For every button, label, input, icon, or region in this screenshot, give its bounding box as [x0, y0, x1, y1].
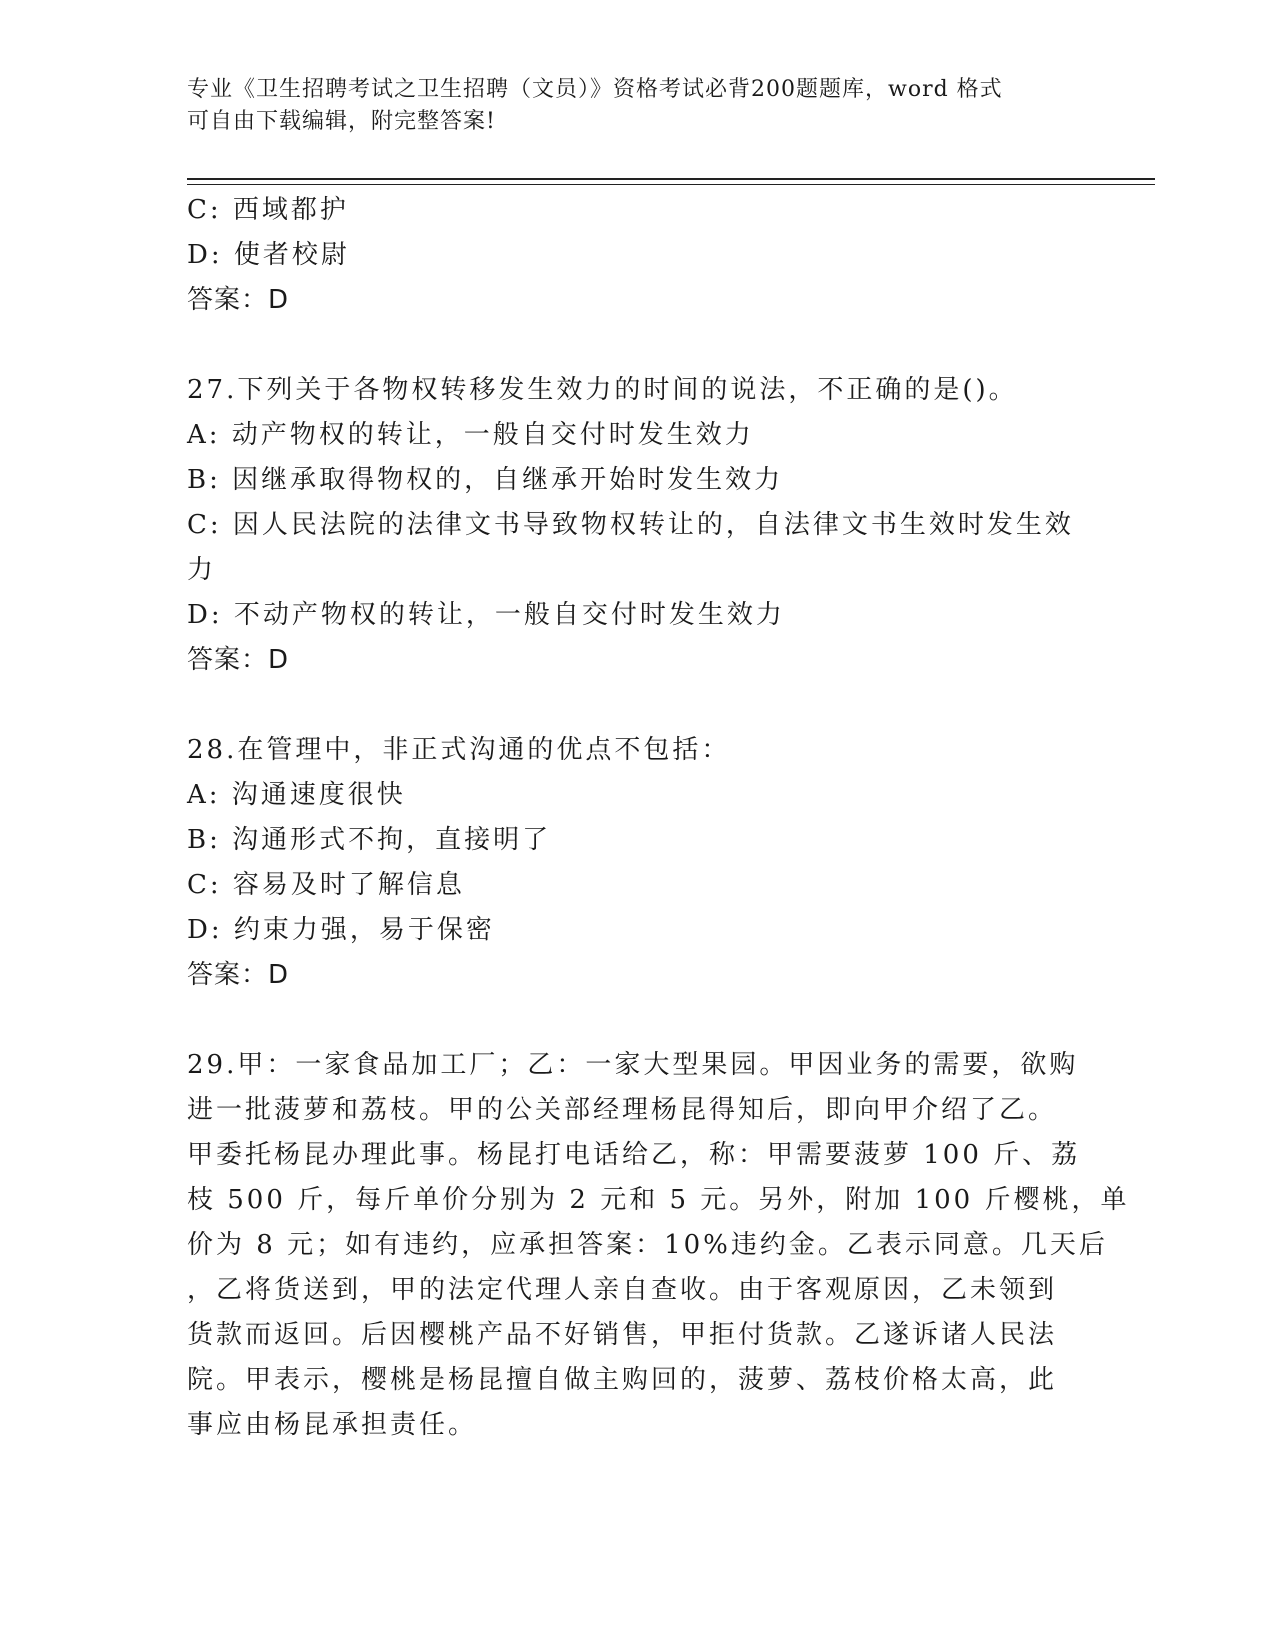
question-text-line: 进一批菠萝和荔枝。甲的公关部经理杨昆得知后，即向甲介绍了乙。: [187, 1095, 1058, 1125]
question-28: [187, 728, 1087, 998]
header-divider-thin: [187, 184, 1155, 185]
option-d: D: 使者校尉: [187, 240, 350, 270]
option-d: D: 不动产物权的转让，一般自交付时发生效力: [187, 600, 785, 630]
answer: 答案：D: [187, 285, 290, 315]
spacer: [187, 998, 1087, 1043]
option-c: C: 西域都护: [187, 195, 349, 225]
header-line-1: 专业《卫生招聘考试之卫生招聘（文员）》资格考试必背200题题库，word 格式: [187, 77, 1003, 102]
question-text: 28.在管理中，非正式沟通的优点不包括：: [187, 735, 731, 765]
option-c: C: 容易及时了解信息: [187, 870, 465, 900]
option-c-continued: 力: [187, 555, 217, 585]
question-29: [187, 1043, 1130, 1448]
option-a: A: 动产物权的转让，一般自交付时发生效力: [187, 420, 754, 450]
question-text-line: ，乙将货送到，甲的法定代理人亲自查收。由于客观原因，乙未领到: [187, 1275, 1058, 1305]
question-text: 27.下列关于各物权转移发生效力的时间的说法，不正确的是()。: [187, 375, 1018, 405]
header-divider-thick: [187, 178, 1155, 180]
question-27: [187, 368, 1087, 683]
question-text-line: 货款而返回。后因樱桃产品不好销售，甲拒付货款。乙遂诉诸人民法: [187, 1320, 1058, 1350]
document-body: [187, 188, 1130, 1448]
option-c: C: 因人民法院的法律文书导致物权转让的，自法律文书生效时发生效: [187, 510, 1074, 540]
question-text-line: 院。甲表示，樱桃是杨昆擅自做主购回的，菠萝、荔枝价格太高，此: [187, 1365, 1058, 1395]
question-text-line: 甲委托杨昆办理此事。杨昆打电话给乙，称：甲需要菠萝 100 斤、荔: [187, 1140, 1081, 1170]
document-header: [187, 74, 1067, 138]
question-text-line: 29.甲：一家食品加工厂；乙：一家大型果园。甲因业务的需要，欲购: [187, 1050, 1079, 1080]
answer: 答案：D: [187, 645, 290, 675]
answer: 答案：D: [187, 960, 290, 990]
question-text-line: 事应由杨昆承担责任。: [187, 1410, 478, 1440]
spacer: [187, 683, 1087, 728]
question-26-tail: [187, 188, 1087, 323]
question-text-line: 枝 500 斤，每斤单价分别为 2 元和 5 元。另外，附加 100 斤樱桃，单: [187, 1185, 1130, 1215]
option-b: B: 因继承取得物权的，自继承开始时发生效力: [187, 465, 784, 495]
option-a: A: 沟通速度很快: [187, 780, 406, 810]
question-text-line: 价为 8 元；如有违约，应承担答案：10%违约金。乙表示同意。几天后: [187, 1230, 1108, 1260]
header-line-2: 可自由下载编辑，附完整答案!: [187, 109, 496, 134]
spacer: [187, 323, 1087, 368]
option-d: D: 约束力强，易于保密: [187, 915, 495, 945]
option-b: B: 沟通形式不拘，直接明了: [187, 825, 552, 855]
